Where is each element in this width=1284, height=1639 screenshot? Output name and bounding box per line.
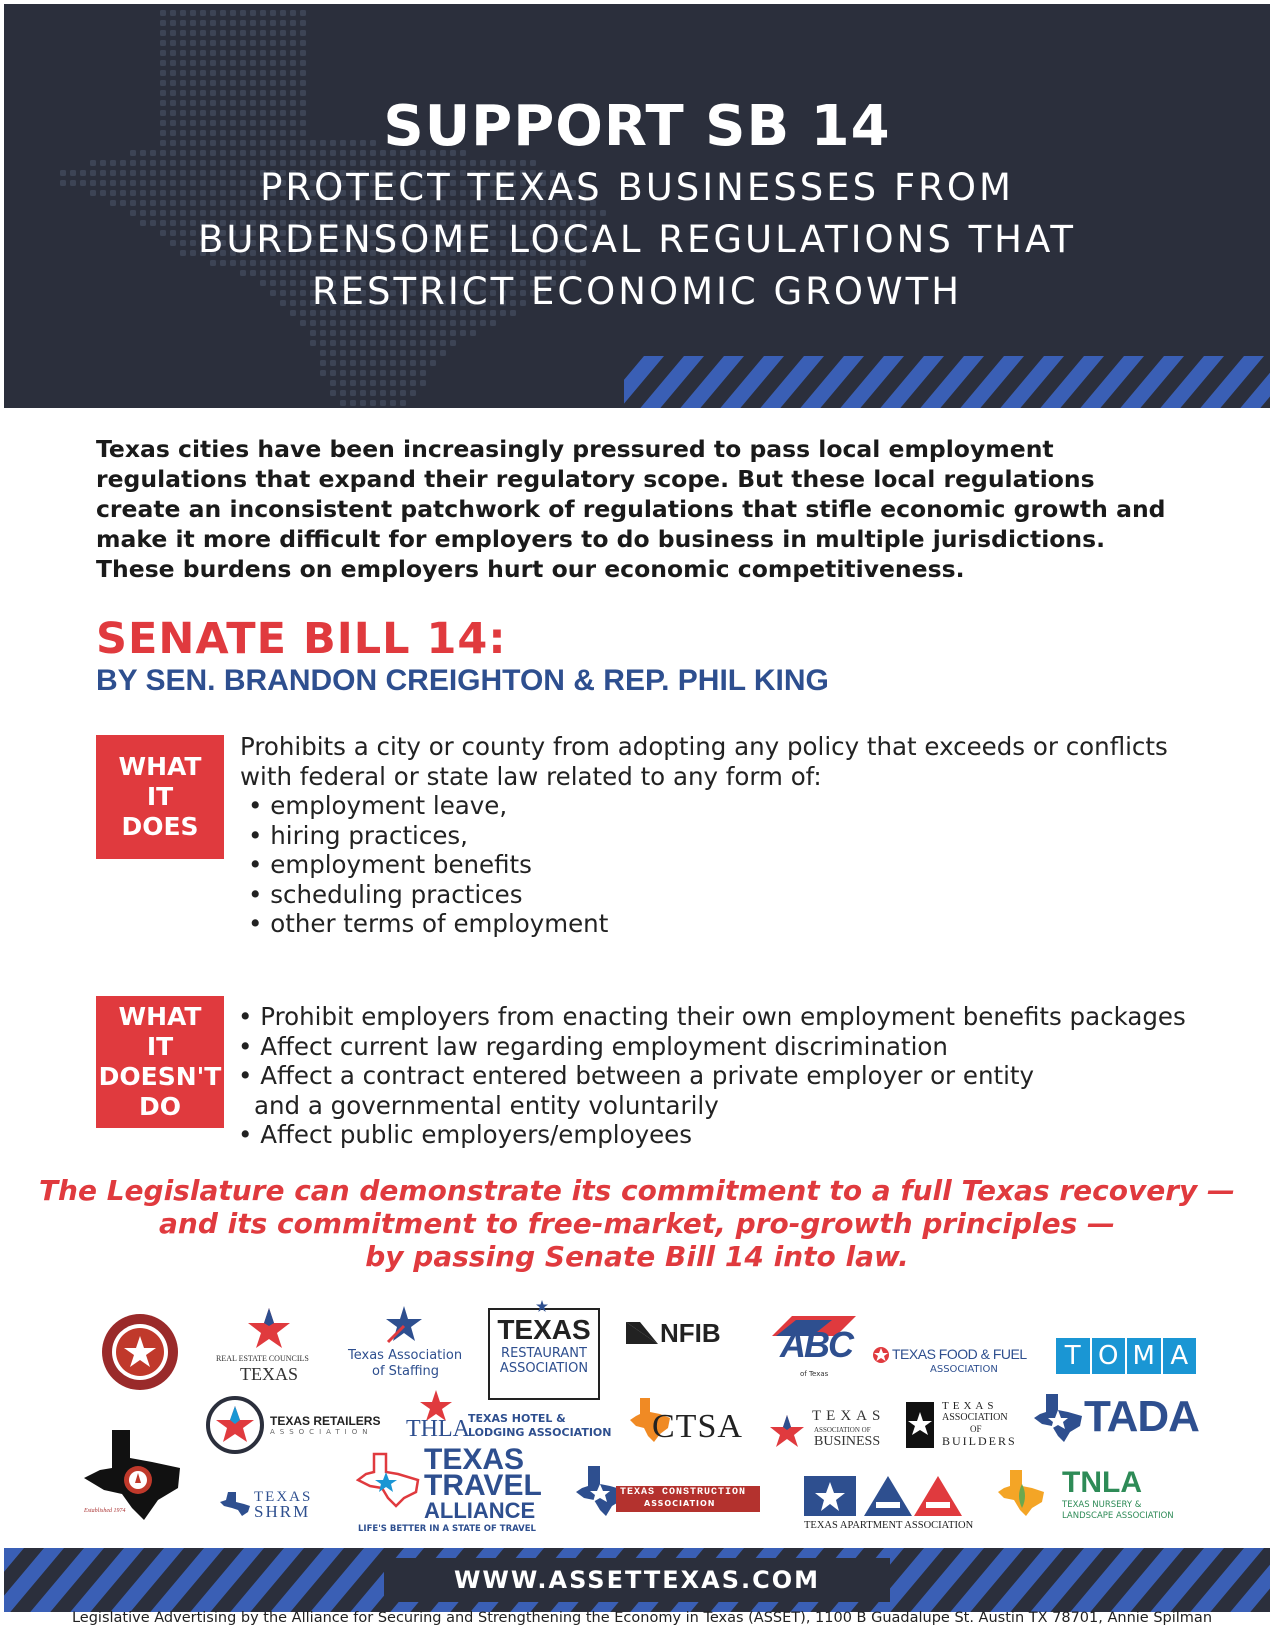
list-item bbox=[238, 1032, 1238, 1062]
map-dot bbox=[260, 80, 266, 86]
map-dot bbox=[260, 60, 266, 66]
travel-logo-text: TRAVEL bbox=[424, 1469, 542, 1502]
list-item-text: Prohibit employers from enacting their own employment benefits packages bbox=[260, 1002, 1186, 1031]
closing-quote bbox=[4, 1174, 1270, 1273]
map-dot bbox=[280, 10, 286, 16]
map-dot bbox=[170, 60, 176, 66]
map-dot bbox=[400, 320, 406, 326]
bullet: • bbox=[238, 1061, 253, 1090]
bullet: • bbox=[248, 791, 263, 820]
map-dot bbox=[330, 330, 336, 336]
tnla-logo-text: TEXAS NURSERY & bbox=[1062, 1500, 1142, 1510]
map-dot bbox=[430, 340, 436, 346]
map-dot bbox=[270, 60, 276, 66]
map-dot bbox=[280, 20, 286, 26]
header-title: SUPPORT SB 14 bbox=[383, 94, 891, 159]
toma-letter: T bbox=[1056, 1338, 1090, 1374]
map-dot bbox=[260, 50, 266, 56]
map-dot bbox=[270, 50, 276, 56]
map-dot bbox=[180, 10, 186, 16]
map-dot bbox=[180, 20, 186, 26]
map-dot bbox=[250, 50, 256, 56]
bullet: • bbox=[248, 909, 263, 938]
map-dot bbox=[420, 320, 426, 326]
shrm-texas-icon bbox=[218, 1490, 252, 1518]
builders-logo-text: ASSOCIATION bbox=[942, 1412, 1008, 1423]
map-dot bbox=[180, 30, 186, 36]
map-dot bbox=[170, 50, 176, 56]
tab-logo-text: TEXAS bbox=[812, 1408, 886, 1424]
nfib-flag-icon bbox=[626, 1322, 658, 1344]
star-logo bbox=[246, 1306, 292, 1350]
map-dot bbox=[310, 340, 316, 346]
map-dot bbox=[340, 330, 346, 336]
map-dot bbox=[490, 320, 496, 326]
map-dot bbox=[300, 40, 306, 46]
map-dot bbox=[190, 20, 196, 26]
list-item bbox=[240, 880, 1200, 910]
map-dot bbox=[450, 340, 456, 346]
map-dot bbox=[220, 70, 226, 76]
website-link[interactable]: WWW.ASSETTEXAS.COM bbox=[453, 1566, 821, 1594]
list-item bbox=[240, 821, 1200, 851]
map-dot bbox=[180, 40, 186, 46]
footer-banner bbox=[4, 1548, 1270, 1612]
header-subtitle-line: PROTECT TEXAS BUSINESSES FROM bbox=[260, 166, 1014, 209]
bullet: • bbox=[238, 1002, 253, 1031]
realestate-logo-text: TEXAS bbox=[240, 1364, 298, 1384]
tra-logo-text: RESTAURANT bbox=[501, 1346, 587, 1361]
bullet: • bbox=[238, 1031, 253, 1061]
what-it-does-content bbox=[240, 732, 1200, 939]
does-lead-line: Prohibits a city or county from adopting any policy that exceeds or conflicts bbox=[240, 732, 1168, 761]
map-dot bbox=[290, 40, 296, 46]
shrm-logo-text: SHRM bbox=[254, 1502, 311, 1521]
map-dot bbox=[180, 70, 186, 76]
toma-logo bbox=[1056, 1338, 1196, 1374]
map-dot bbox=[230, 80, 236, 86]
bill-title: SENATE BILL 14: bbox=[96, 614, 507, 664]
badge-line: DO bbox=[138, 1092, 181, 1121]
map-dot bbox=[180, 50, 186, 56]
map-dot bbox=[200, 10, 206, 16]
map-dot bbox=[190, 60, 196, 66]
map-dot bbox=[310, 330, 316, 336]
tnla-texas-icon bbox=[996, 1468, 1046, 1518]
tnla-logo-text: TNLA bbox=[1062, 1466, 1142, 1499]
map-dot bbox=[190, 30, 196, 36]
map-dot bbox=[340, 340, 346, 346]
map-dot bbox=[330, 340, 336, 346]
map-dot bbox=[210, 80, 216, 86]
map-dot bbox=[180, 80, 186, 86]
map-dot bbox=[190, 10, 196, 16]
map-dot bbox=[300, 10, 306, 16]
map-dot bbox=[270, 10, 276, 16]
bullet: • bbox=[248, 879, 263, 909]
map-dot bbox=[290, 70, 296, 76]
map-dot bbox=[170, 30, 176, 36]
list-item bbox=[240, 791, 1200, 821]
map-dot bbox=[160, 20, 166, 26]
staffing-logo-text: Texas Association bbox=[348, 1348, 463, 1363]
list-item bbox=[238, 1002, 1238, 1032]
map-dot bbox=[440, 330, 446, 336]
staffing-logo-text: of Staffing bbox=[372, 1364, 440, 1379]
map-dot bbox=[160, 50, 166, 56]
taa-logo bbox=[804, 1474, 974, 1518]
map-dot bbox=[270, 70, 276, 76]
header-banner bbox=[4, 4, 1270, 408]
map-dot bbox=[280, 70, 286, 76]
tra-logo-text: ASSOCIATION bbox=[499, 1361, 589, 1376]
thla-logo-text: THLA bbox=[406, 1416, 470, 1442]
map-dot bbox=[220, 40, 226, 46]
tada-texas-icon bbox=[1032, 1392, 1084, 1444]
map-dot bbox=[200, 50, 206, 56]
abc-logo-text: ABC bbox=[780, 1324, 852, 1365]
list-item-text: Affect current law regarding employment discrimination bbox=[260, 1031, 948, 1061]
map-dot bbox=[320, 330, 326, 336]
does-lead-line: with federal or state law related to any form of: bbox=[240, 761, 822, 791]
map-dot bbox=[330, 320, 336, 326]
bullet: • bbox=[238, 1120, 253, 1149]
map-dot bbox=[210, 40, 216, 46]
food-fuel-logo-text: ASSOCIATION bbox=[930, 1364, 998, 1375]
map-dot bbox=[250, 70, 256, 76]
map-dot bbox=[230, 40, 236, 46]
quote-line: by passing Senate Bill 14 into law. bbox=[365, 1240, 909, 1273]
map-dot bbox=[240, 40, 246, 46]
map-dot bbox=[220, 80, 226, 86]
ctsa-logo-text: CTSA bbox=[652, 1408, 743, 1445]
badge-line: WHAT bbox=[118, 752, 202, 781]
map-dot bbox=[410, 330, 416, 336]
tra-star-icon bbox=[536, 1300, 548, 1312]
map-dot bbox=[260, 20, 266, 26]
map-dot bbox=[370, 340, 376, 346]
thla-logo-text: TEXAS HOTEL & bbox=[468, 1412, 566, 1425]
contractors-seal-logo bbox=[100, 1312, 180, 1392]
map-dot bbox=[360, 330, 366, 336]
map-dot bbox=[420, 340, 426, 346]
map-dot bbox=[280, 30, 286, 36]
toma-letter: O bbox=[1092, 1338, 1126, 1374]
map-dot bbox=[320, 320, 326, 326]
map-dot bbox=[220, 50, 226, 56]
map-dot bbox=[210, 50, 216, 56]
map-dot bbox=[160, 10, 166, 16]
list-item bbox=[238, 1120, 1238, 1150]
map-dot bbox=[240, 50, 246, 56]
travel-logo-text: TEXAS bbox=[424, 1443, 525, 1476]
map-dot bbox=[220, 10, 226, 16]
map-dot bbox=[250, 40, 256, 46]
construction-logo-text: ASSOCIATION bbox=[644, 1499, 716, 1508]
map-dot bbox=[170, 70, 176, 76]
map-dot bbox=[290, 10, 296, 16]
map-dot bbox=[200, 80, 206, 86]
map-dot bbox=[200, 60, 206, 66]
map-dot bbox=[230, 30, 236, 36]
map-dot bbox=[230, 70, 236, 76]
abc-logo-text: of Texas bbox=[800, 1370, 829, 1378]
tab-star-icon bbox=[768, 1414, 806, 1448]
map-dot bbox=[400, 330, 406, 336]
map-dot bbox=[160, 40, 166, 46]
map-dot bbox=[410, 320, 416, 326]
staffing-star-logo bbox=[382, 1304, 426, 1346]
tab-logo-text: BUSINESS bbox=[814, 1434, 881, 1449]
travel-logo-text: ALLIANCE bbox=[424, 1498, 536, 1523]
map-dot bbox=[250, 30, 256, 36]
bill-sponsors: BY SEN. BRANDON CREIGHTON & REP. PHIL KING bbox=[96, 664, 829, 697]
map-dot bbox=[240, 20, 246, 26]
map-dot bbox=[370, 320, 376, 326]
header-stripes bbox=[4, 356, 1270, 408]
restaurant-association-logo bbox=[488, 1308, 600, 1400]
map-dot bbox=[250, 60, 256, 66]
list-item bbox=[240, 850, 1200, 880]
intro-paragraph: Texas cities have been increasingly pressured to pass local employment regulations that expand their regulatory scope. But these local regulations create an inconsistent patchwork of regulations that stifle economic growth and make it more difficult for employers to do business in multiple jurisdictions. These burdens on employers hurt our economic competitiveness. bbox=[96, 435, 1166, 583]
map-dot bbox=[220, 60, 226, 66]
map-dot bbox=[300, 20, 306, 26]
map-dot bbox=[300, 320, 306, 326]
map-dot bbox=[280, 60, 286, 66]
map-dot bbox=[160, 60, 166, 66]
map-dot bbox=[290, 30, 296, 36]
map-dot bbox=[210, 30, 216, 36]
map-dot bbox=[210, 20, 216, 26]
badge-line: IT bbox=[146, 1032, 174, 1061]
map-dot bbox=[410, 340, 416, 346]
map-dot bbox=[200, 70, 206, 76]
map-dot bbox=[200, 30, 206, 36]
badge-line: IT bbox=[146, 782, 174, 811]
tnla-logo-text: LANDSCAPE ASSOCIATION bbox=[1062, 1511, 1174, 1521]
map-dot bbox=[480, 320, 486, 326]
map-dot bbox=[240, 80, 246, 86]
map-dot bbox=[370, 330, 376, 336]
map-dot bbox=[350, 330, 356, 336]
header-subtitle-line: RESTRICT ECONOMIC GROWTH bbox=[311, 270, 963, 313]
list-item-text: scheduling practices bbox=[270, 879, 523, 909]
map-dot bbox=[290, 50, 296, 56]
map-dot bbox=[270, 40, 276, 46]
map-dot bbox=[300, 50, 306, 56]
map-dot bbox=[300, 60, 306, 66]
map-dot bbox=[310, 320, 316, 326]
map-dot bbox=[460, 320, 466, 326]
map-dot bbox=[190, 40, 196, 46]
map-dot bbox=[290, 20, 296, 26]
map-dot bbox=[440, 340, 446, 346]
quote-line: The Legislature can demonstrate its commitment to a full Texas recovery — bbox=[38, 1174, 1236, 1207]
map-dot bbox=[200, 40, 206, 46]
map-dot bbox=[260, 10, 266, 16]
map-dot bbox=[190, 70, 196, 76]
map-dot bbox=[300, 80, 306, 86]
map-dot bbox=[390, 340, 396, 346]
map-dot bbox=[380, 340, 386, 346]
map-dot bbox=[190, 80, 196, 86]
map-dot bbox=[340, 320, 346, 326]
builders-logo-text: BUILDERS bbox=[942, 1434, 1017, 1448]
map-dot bbox=[230, 20, 236, 26]
map-dot bbox=[270, 80, 276, 86]
builders-logo-text: OF bbox=[970, 1424, 982, 1434]
badge-line: WHAT bbox=[118, 1002, 202, 1031]
what-it-doesnt-badge bbox=[96, 996, 224, 1128]
quote-line: and its commitment to free-market, pro-growth principles — bbox=[159, 1207, 1115, 1240]
toma-letter: M bbox=[1127, 1338, 1161, 1374]
travel-logo-text: LIFE'S BETTER IN A STATE OF TRAVEL bbox=[358, 1524, 536, 1534]
map-dot bbox=[230, 50, 236, 56]
header-subtitle bbox=[4, 162, 1270, 318]
map-dot bbox=[260, 40, 266, 46]
map-dot bbox=[240, 70, 246, 76]
construction-banner bbox=[616, 1486, 760, 1512]
map-dot bbox=[300, 30, 306, 36]
builders-star-icon bbox=[906, 1402, 934, 1448]
shrm-logo-text: TEXAS bbox=[254, 1489, 313, 1505]
map-dot bbox=[200, 20, 206, 26]
map-dot bbox=[470, 330, 476, 336]
map-dot bbox=[190, 50, 196, 56]
tra-logo-text: TEXAS bbox=[497, 1314, 591, 1345]
map-dot bbox=[250, 80, 256, 86]
legal-disclaimer: Legislative Advertising by the Alliance for Securing and Strengthening the Economy in Texas (ASSET), 1100 B Guadalupe St. Austin TX 78701, Annie Spilman bbox=[71, 1610, 1213, 1626]
food-fuel-logo-text: TEXAS FOOD & FUEL bbox=[892, 1346, 1027, 1362]
map-dot bbox=[270, 30, 276, 36]
map-dot bbox=[240, 60, 246, 66]
map-dot bbox=[360, 340, 366, 346]
map-dot bbox=[390, 320, 396, 326]
list-item-text: other terms of employment bbox=[270, 909, 609, 938]
map-dot bbox=[440, 320, 446, 326]
list-item-text: employment benefits bbox=[270, 850, 532, 879]
realestate-logo-text: REAL ESTATE COUNCILS bbox=[216, 1354, 309, 1363]
map-dot bbox=[260, 70, 266, 76]
map-dot bbox=[380, 330, 386, 336]
flyer-sheet bbox=[4, 4, 1270, 1604]
map-dot bbox=[300, 70, 306, 76]
list-item-text: Affect a contract entered between a private employer or entity and a governmental entity voluntarily bbox=[254, 1061, 1035, 1120]
map-dot bbox=[170, 10, 176, 16]
map-dot bbox=[450, 320, 456, 326]
list-item-text: Affect public employers/employees bbox=[260, 1120, 692, 1149]
map-dot bbox=[420, 330, 426, 336]
map-dot bbox=[210, 60, 216, 66]
badge-line: DOESN'T bbox=[98, 1062, 222, 1091]
travel-alliance-texas-icon bbox=[356, 1452, 422, 1508]
retailers-logo-text: TEXAS RETAILERS bbox=[270, 1414, 381, 1428]
map-dot bbox=[240, 10, 246, 16]
tada-logo-text: TADA bbox=[1084, 1392, 1199, 1441]
map-dot bbox=[160, 80, 166, 86]
map-dot bbox=[350, 320, 356, 326]
nfib-logo-text: NFIB bbox=[660, 1318, 721, 1348]
map-dot bbox=[210, 10, 216, 16]
food-fuel-star-icon bbox=[872, 1346, 890, 1364]
map-dot bbox=[260, 30, 266, 36]
list-item bbox=[238, 1061, 1084, 1120]
map-dot bbox=[350, 340, 356, 346]
map-dot bbox=[280, 80, 286, 86]
list-item-text: hiring practices, bbox=[270, 820, 468, 850]
map-dot bbox=[210, 70, 216, 76]
map-dot bbox=[230, 10, 236, 16]
what-it-does-badge bbox=[96, 735, 224, 859]
map-dot bbox=[320, 340, 326, 346]
map-dot bbox=[360, 320, 366, 326]
map-dot bbox=[430, 330, 436, 336]
map-dot bbox=[380, 320, 386, 326]
bullet: • bbox=[248, 820, 263, 850]
header-subtitle-line: BURDENSOME LOCAL REGULATIONS THAT bbox=[197, 218, 1077, 261]
map-dot bbox=[220, 20, 226, 26]
map-dot bbox=[230, 60, 236, 66]
thla-logo-text: LODGING ASSOCIATION bbox=[468, 1426, 612, 1439]
map-dot bbox=[390, 330, 396, 336]
map-dot bbox=[240, 30, 246, 36]
builders-logo-text: TEXAS bbox=[942, 1400, 998, 1412]
map-dot bbox=[460, 330, 466, 336]
map-dot bbox=[250, 20, 256, 26]
retailers-star-logo bbox=[206, 1396, 264, 1454]
map-dot bbox=[170, 40, 176, 46]
toma-letter: A bbox=[1163, 1338, 1197, 1374]
construction-logo-text: TEXAS CONSTRUCTION bbox=[620, 1487, 747, 1498]
map-dot bbox=[430, 320, 436, 326]
map-dot bbox=[270, 20, 276, 26]
map-dot bbox=[450, 330, 456, 336]
map-dot bbox=[220, 30, 226, 36]
what-it-doesnt-content bbox=[238, 1002, 1238, 1150]
map-dot bbox=[170, 20, 176, 26]
map-dot bbox=[280, 50, 286, 56]
tab-logo-text: ASSOCIATION OF bbox=[814, 1426, 871, 1434]
map-dot bbox=[290, 80, 296, 86]
map-dot bbox=[160, 70, 166, 76]
map-dot bbox=[160, 30, 166, 36]
map-dot bbox=[170, 80, 176, 86]
retailers-logo-text: ASSOCIATION bbox=[270, 1428, 373, 1436]
agc-logo-text: Established 1974 bbox=[84, 1508, 126, 1514]
map-dot bbox=[470, 320, 476, 326]
badge-line: DOES bbox=[121, 812, 199, 841]
list-item-text: employment leave, bbox=[270, 791, 508, 820]
map-dot bbox=[280, 40, 286, 46]
map-dot bbox=[290, 60, 296, 66]
list-item bbox=[240, 909, 1200, 939]
bullet: • bbox=[248, 850, 263, 879]
abc-logo bbox=[772, 1316, 856, 1376]
map-dot bbox=[180, 60, 186, 66]
map-dot bbox=[250, 10, 256, 16]
map-dot bbox=[400, 340, 406, 346]
taa-logo-text: TEXAS APARTMENT ASSOCIATION bbox=[804, 1520, 974, 1531]
